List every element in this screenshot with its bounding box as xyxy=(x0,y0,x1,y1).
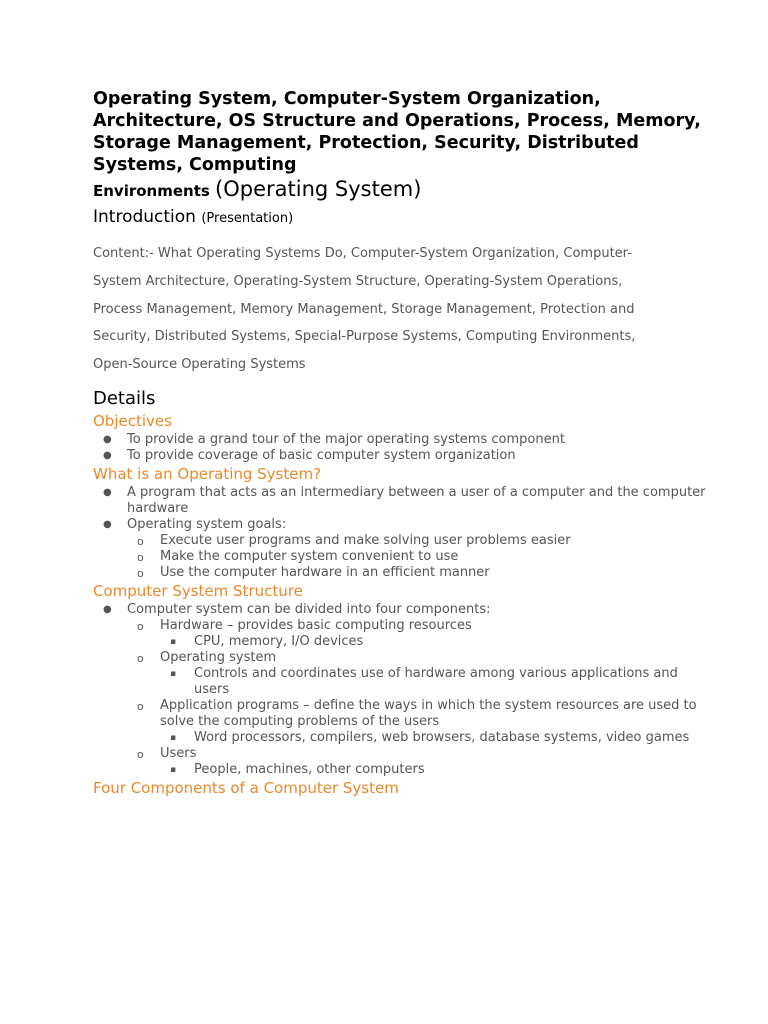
content-paragraph: Content:- What Operating Systems Do, Computer-System Organization, Computer-System Architecture, Operating-System Structure, Operating-System Operations, Process Management, Memory Management, Storage Management, Protection and Security, Distributed Systems, Special-Purpose Systems, Computing Environments, Open-Source Operating Systems xyxy=(93,246,636,373)
objectives-heading: Objectives xyxy=(93,411,172,430)
bullet-disc-icon: ● xyxy=(103,486,112,498)
bullet-circle-icon: o xyxy=(137,550,144,564)
title-tail-bold: Environments xyxy=(93,182,210,200)
list-item: o Make the computer system convenient to use xyxy=(137,548,459,564)
bullet-disc-icon: ● xyxy=(103,433,112,445)
list-item: ● To provide a grand tour of the major operating systems component xyxy=(103,431,565,447)
four-components-heading: Four Components of a Computer System xyxy=(93,778,399,797)
list-item: o Users ▪ People, machines, other computers xyxy=(127,746,708,778)
bullet-circle-icon: o xyxy=(137,619,144,633)
bullet-circle-icon: o xyxy=(137,651,144,665)
bullet-square-icon: ▪ xyxy=(170,668,177,679)
what-is-os-list xyxy=(93,485,708,581)
os-goals-list xyxy=(127,533,708,581)
list-item: o Use the computer hardware in an efficient manner xyxy=(137,564,490,580)
structure-list xyxy=(93,602,708,778)
list-item: ● Operating system goals: o Execute user programs and make solving user problems easier o Make the computer system convenient to use o Use the computer hardware in an efficient manner xyxy=(93,517,708,581)
bullet-square-icon: ▪ xyxy=(170,732,177,743)
objectives-list xyxy=(93,432,708,464)
list-item: ● To provide coverage of basic computer system organization xyxy=(103,447,516,463)
bullet-circle-icon: o xyxy=(137,566,144,580)
list-item: o Operating system ▪ Controls and coordinates use of hardware among various applications and users xyxy=(127,650,708,698)
structure-heading: Computer System Structure xyxy=(93,581,303,600)
apps-sublist xyxy=(160,730,708,746)
details-heading: Details xyxy=(93,387,156,409)
list-item: ▪ Word processors, compilers, web browsers, database systems, video games xyxy=(170,729,690,745)
list-item: o Application programs – define the ways in which the system resources are used to solve the computing problems of the users ▪ Word processors, compilers, web browsers, database systems, video games xyxy=(127,698,708,746)
intro-small: (Presentation) xyxy=(201,211,294,226)
bullet-circle-icon: o xyxy=(137,699,144,713)
introduction-heading xyxy=(93,206,708,230)
bullet-disc-icon: ● xyxy=(103,603,112,615)
bullet-square-icon: ▪ xyxy=(170,636,177,647)
hardware-sublist xyxy=(160,634,708,650)
list-item: o Hardware – provides basic computing resources ▪ CPU, memory, I/O devices xyxy=(127,618,708,650)
users-sublist xyxy=(160,762,708,778)
os-sublist xyxy=(160,666,708,698)
title-tail-big: (Operating System) xyxy=(215,177,422,201)
components-list xyxy=(127,618,708,778)
list-item: ● Computer system can be divided into four components: o Hardware – provides basic computing resources ▪ CPU, memory, I/O devices o Operating system ▪ Controls and coordinates use of hardware among various applications and users o Application programs – define the ways in which the system resources are used to solve the computing problems of the users ▪ Word processors, compilers, web browsers, database systems, video games o Users ▪ People, machines, other computers xyxy=(93,602,708,778)
intro-label: Introduction xyxy=(93,207,196,227)
bullet-circle-icon: o xyxy=(137,747,144,761)
bullet-disc-icon: ● xyxy=(103,518,112,530)
list-item: ● A program that acts as an intermediary between a user of a computer and the computer hardware xyxy=(103,484,706,516)
bullet-circle-icon: o xyxy=(137,534,144,548)
bullet-square-icon: ▪ xyxy=(170,764,177,775)
list-item: ▪ Controls and coordinates use of hardware among various applications and users xyxy=(170,665,678,697)
document-title-tail xyxy=(93,176,708,204)
document-title: Operating System, Computer-System Organization, Architecture, OS Structure and Operations, Process, Memory, Storage Management, Protection, Security, Distributed Systems, Computing xyxy=(93,89,701,175)
list-item: ▪ People, machines, other computers xyxy=(170,761,425,777)
list-item: ▪ CPU, memory, I/O devices xyxy=(170,633,364,649)
bullet-disc-icon: ● xyxy=(103,449,112,461)
list-item: o Execute user programs and make solving user problems easier xyxy=(137,532,571,548)
what-is-os-heading: What is an Operating System? xyxy=(93,464,322,483)
